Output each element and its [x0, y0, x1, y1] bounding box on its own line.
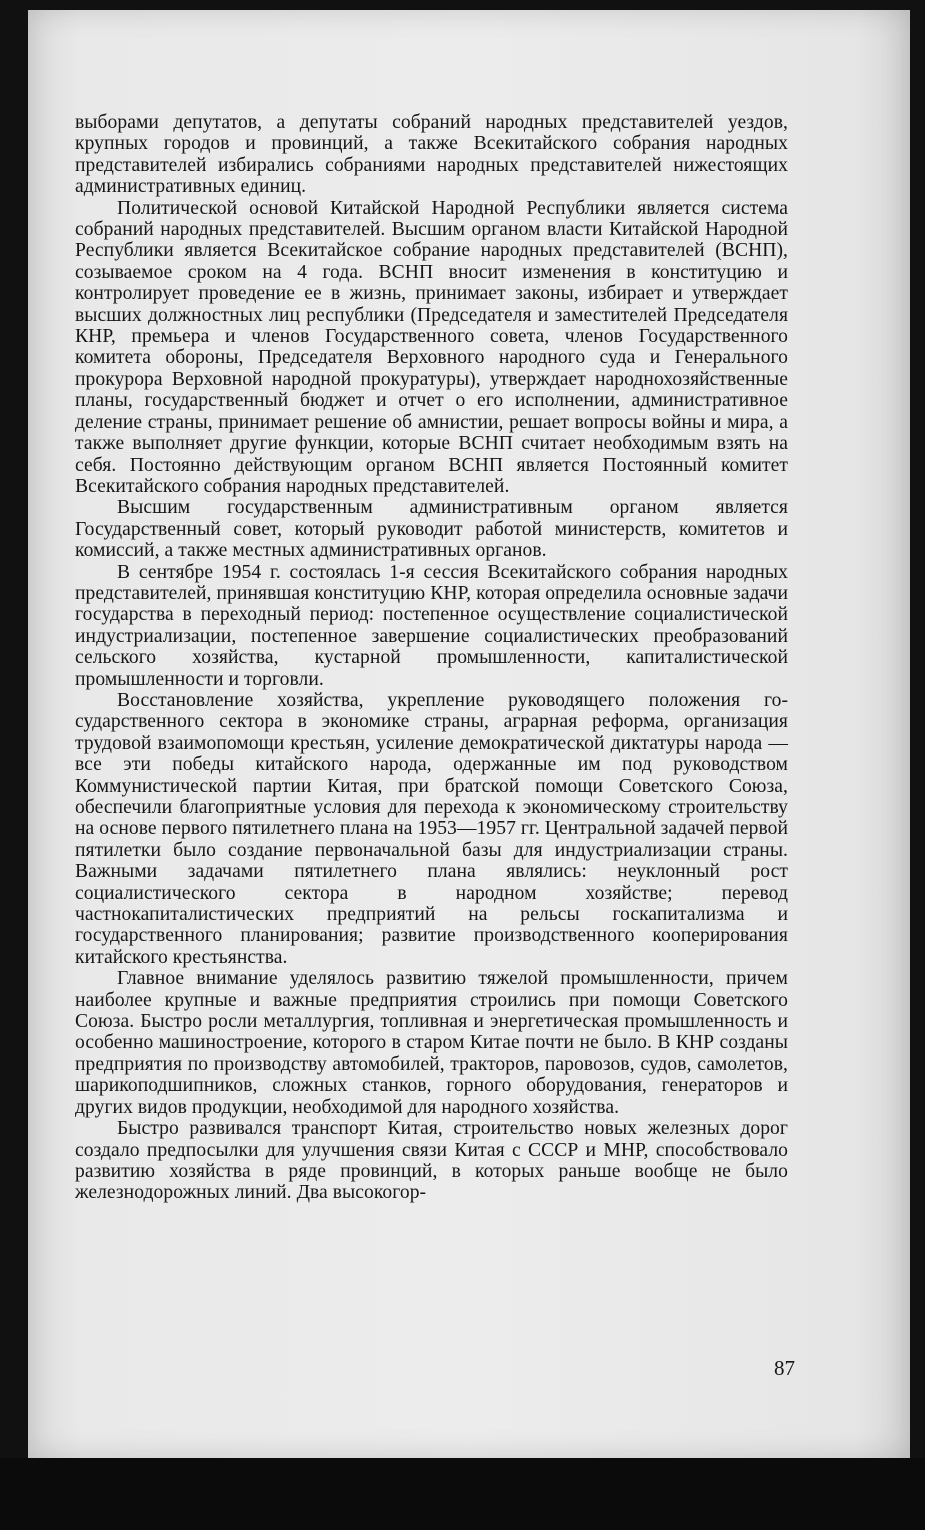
scan-bottom-shadow	[0, 1458, 925, 1530]
body-text	[75, 112, 788, 1204]
paragraph-3: Высшим государственным административным органом является Государственный совет, который руководит работой министерств, комитетов и комиссий, а также местных административных органов.	[75, 497, 788, 562]
paragraph-6: Главное внимание уделялось развитию тяжелой промышленности, причем наиболее крупные и важные предприятия строились при помощи Советского Союза. Быстро росли металлургия, топливная и энергетическая промышленность и особенно машиностроение, которого в старом Китае почти не было. В КНР созданы предприятия по производству автомобилей, тракторов, паровозов, судов, самолетов, шарикоподшипников, сложных станков, горного оборудования, генераторов и других видов продукции, необходимой для народного хозяйства.	[75, 968, 788, 1118]
paragraph-2: Политической основой Китайской Народной Республики является система собраний народных представителей. Высшим органом власти Китайской Народной Республики является Всекитайское собрание народных представителей (ВСНП), созываемое сроком на 4 года. ВСНП вносит изменения в конституцию и контролирует проведение ее в жизнь, принимает законы, избирает и утверждает высших должностных лиц республики (Председателя и заместителей Председателя КНР, премьера и членов Государственного совета, членов Государственного комитета обороны, Председателя Верховного народного суда и Генерального прокурора Верховной народной прокуратуры), утверждает народнохозяйственные планы, государственный бюджет и отчет о его исполнении, административное деление страны, принимает решение об амнистии, решает вопросы войны и мира, а также выполняет другие функции, которые ВСНП считает необходимым взять на себя. Постоянно действующим органом ВСНП является Постоянный комитет Всекитайского собрания народных представителей.	[75, 197, 788, 497]
paragraph-7: Быстро развивался транспорт Китая, строительство новых железных дорог создало предпосылки для улучшения связи Китая с СССР и МНР, способствовало развитию хозяйства в ряде провинций, в которых раньше вообще не было железнодорожных линий. Два высокогор-	[75, 1118, 788, 1204]
paragraph-5: Восстановление хозяйства, укрепление руководящего положения государственного сектора в экономике страны, аграрная реформа, организация трудовой взаимопомощи крестьян, усиление демократической диктатуры народа — все эти победы китайского народа, одержанные им под руководством Коммунистической партии Китая, при братской помощи Советского Союза, обеспечили благоприятные условия для перехода к экономическому строительству на основе первого пятилетнего плана на 1953—1957 гг. Центральной задачей первой пятилетки было создание первоначальной базы для индустриализации страны. Важными задачами пятилетнего плана являлись: неуклонный рост социалистического сектора в народном хозяйстве; перевод частнокапиталистических предприятий на рельсы госкапитализма и государственного планирования; развитие производственного кооперирования китайского крестьянства.	[75, 689, 788, 968]
page-number: 87	[774, 1356, 795, 1380]
paragraph-1: выборами депутатов, а депутаты собраний народных представителей уездов, крупных городов и провинций, а также Всекитайского собрания народных представителей избирались собраниями народных представителей нижестоящих административных единиц.	[75, 112, 788, 198]
paragraph-4: В сентябре 1954 г. состоялась 1-я сессия Всекитайского собрания народных представителей, принявшая конституцию КНР, которая определила основные задачи государства в переходный период: постепенное осуществление социалистической индустриализации, постепенное завершение социалистических преобразований сельского хозяйства, кустарной промышленности, капиталистической промышленности и торговли.	[75, 561, 788, 690]
